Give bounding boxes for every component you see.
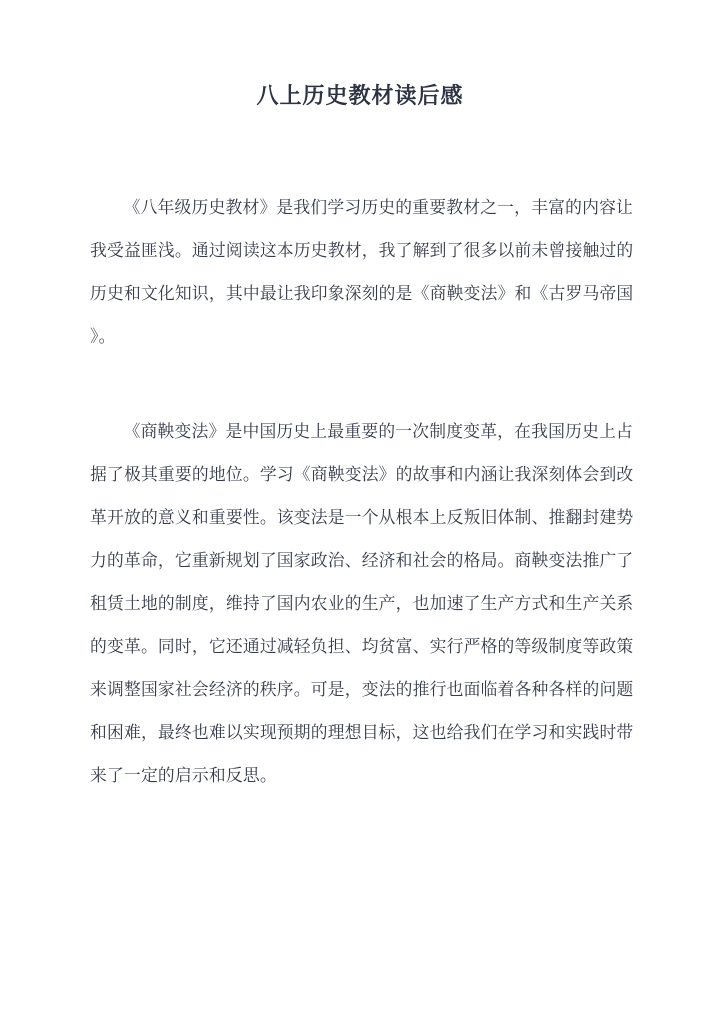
text-line: 和困难，最终也难以实现预期的理想目标，这也给我们在学习和实践时带 <box>90 723 634 742</box>
text-line: 来调整国家社会经济的秩序。可是，变法的推行也面临着各种各样的问题 <box>90 680 634 699</box>
document-title: 八上历史教材读后感 <box>256 83 464 108</box>
document-body <box>0 186 720 797</box>
text-line: 据了极其重要的地位。学习《商鞅变法》的故事和内涵让我深刻体会到改 <box>90 465 634 484</box>
paragraph-intro <box>90 186 634 358</box>
text-line: 我受益匪浅。通过阅读这本历史教材，我了解到了很多以前未曾接触过的 <box>90 241 634 260</box>
text-line: 的变革。同时，它还通过减轻负担、均贫富、实行严格的等级制度等政策 <box>90 637 634 656</box>
text-line: 力的革命，它重新规划了国家政治、经济和社会的格局。商鞅变法推广了 <box>90 551 634 570</box>
text-line: 》。 <box>90 327 116 346</box>
text-line: 租赁土地的制度，维持了国内农业的生产，也加速了生产方式和生产关系 <box>90 594 634 613</box>
text-line: 历史和文化知识，其中最让我印象深刻的是《商鞅变法》和《古罗马帝国 <box>90 284 634 303</box>
paragraph-shangyang <box>90 410 634 797</box>
text-line: 革开放的意义和重要性。该变法是一个从根本上反叛旧体制、推翻封建势 <box>90 508 634 527</box>
text-line: 来了一定的启示和反思。 <box>90 766 277 785</box>
text-line: 《八年级历史教材》是我们学习历史的重要教材之一，丰富的内容让 <box>123 198 634 217</box>
text-line: 《商鞅变法》是中国历史上最重要的一次制度变革，在我国历史上占 <box>123 422 634 441</box>
